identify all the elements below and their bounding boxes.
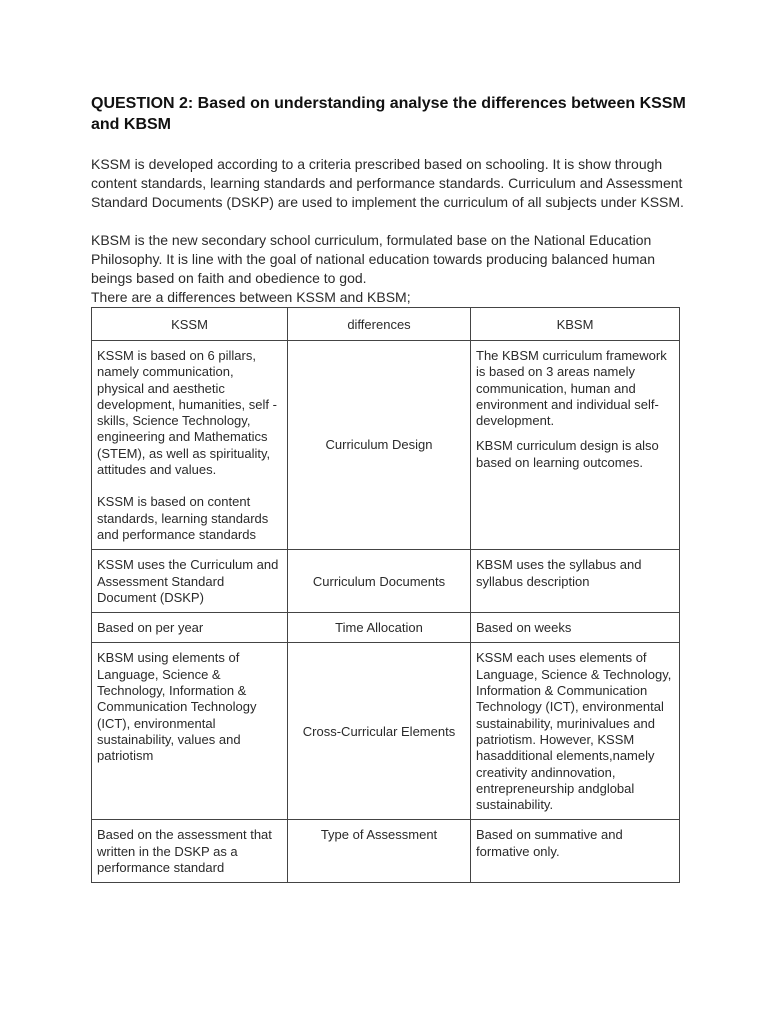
table-header-row: [92, 308, 680, 341]
kssm-cell: [92, 341, 288, 550]
kssm-cell: [92, 550, 288, 613]
table-row-cross-curricular: [92, 643, 680, 820]
table-row-time-allocation: [92, 613, 680, 643]
header-kssm: KSSM: [92, 308, 288, 341]
kssm-intro-paragraph: KSSM is developed according to a criteria prescribed based on schooling. It is show through content standards, learning standards and performance standards. Curriculum and Assessment Standard Documents (DSKP) are used to implement the curriculum of all subjects under KSSM.: [91, 156, 684, 210]
kbsm-cell: [471, 613, 680, 643]
cell-text: KBSM uses the syllabus and syllabus description: [476, 557, 642, 589]
difference-cell: Cross-Curricular Elements: [288, 643, 471, 820]
kbsm-cell: [471, 550, 680, 613]
differences-table: [91, 307, 680, 883]
cell-text: Based on weeks: [476, 620, 572, 636]
difference-cell: Curriculum Documents: [288, 550, 471, 613]
cell-text: KBSM using elements of Language, Science & Technology, Information & Communication Technology (ICT), environmental sustainability, values and patriotism: [97, 650, 257, 764]
differences-lead-in: There are a differences between KSSM and KBSM;: [91, 289, 411, 305]
kbsm-intro-paragraph: KBSM is the new secondary school curriculum, formulated base on the National Education Philosophy. It is line with the goal of national education towards producing balanced human beings based on faith and obedience to god.: [91, 232, 655, 286]
table-row-curriculum-documents: [92, 550, 680, 613]
kbsm-cell: [471, 643, 680, 820]
header-kbsm: KBSM: [471, 308, 680, 341]
kssm-cell: [92, 613, 288, 643]
header-differences: differences: [288, 308, 471, 341]
difference-cell: Time Allocation: [288, 613, 471, 643]
cell-text: Based on the assessment that written in the DSKP as a performance standard: [97, 827, 272, 876]
cell-text: The KBSM curriculum framework is based on 3 areas namely communication, human and environment and individual self-development.: [476, 348, 667, 429]
cell-text: Based on summative and formative only.: [476, 827, 623, 859]
kssm-cell: [92, 643, 288, 820]
cell-text: Based on per year: [97, 620, 204, 636]
kbsm-cell: [471, 820, 680, 883]
cell-text: KSSM is based on content standards, learning standards and performance standards: [97, 494, 269, 542]
difference-cell: Type of Assessment: [288, 820, 471, 883]
kbsm-cell: [471, 341, 680, 550]
cell-text: KSSM uses the Curriculum and Assessment Standard Document (DSKP): [97, 557, 279, 605]
table-row-assessment: [92, 820, 680, 883]
table-row-curriculum-design: [92, 341, 680, 550]
cell-text: KSSM is based on 6 pillars, namely communication, physical and aesthetic development, humanities, self -skills, Science Technology, engineering and Mathematics (STEM), as well as spirituality, attitudes and values.: [97, 348, 277, 478]
difference-cell: Curriculum Design: [288, 341, 471, 550]
kssm-cell: [92, 820, 288, 883]
cell-text: KSSM each uses elements of Language, Science & Technology, Information & Communication Technology (ICT), environmental sustainability, murinivalues and patriotism. However, KSSM hasadditional elements,namely creativity andinnovation, entrepreneurship andglobal sustainability.: [476, 650, 672, 813]
question-title: QUESTION 2: Based on understanding analyse the differences between KSSM and KBSM: [91, 95, 686, 133]
cell-text: KBSM curriculum design is also based on learning outcomes.: [476, 438, 659, 470]
